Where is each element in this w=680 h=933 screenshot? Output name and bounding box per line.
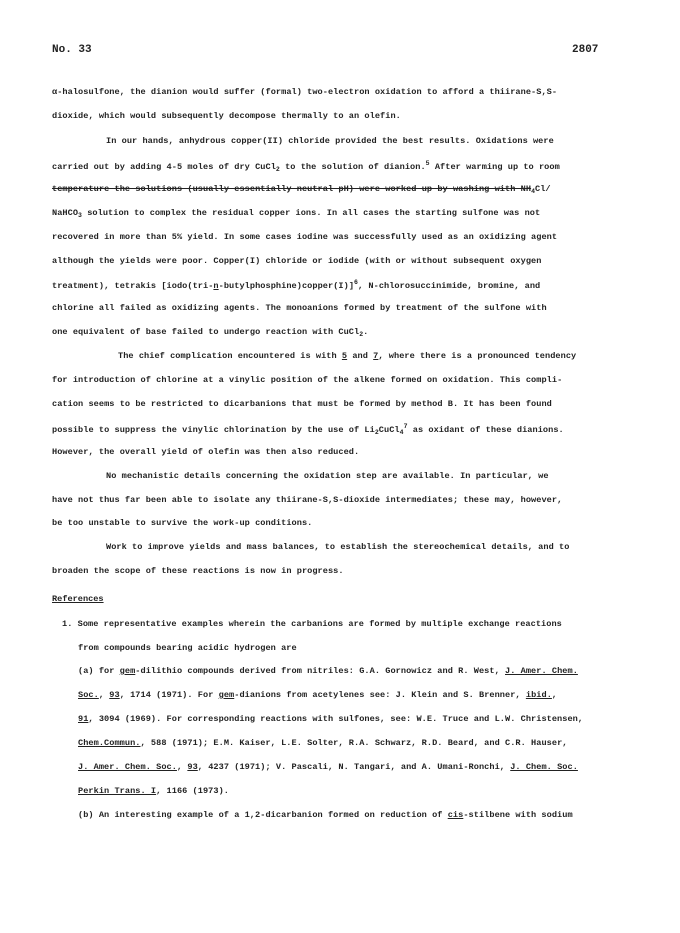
reference-line: 1. Some representative examples wherein the carbanions are formed by multiple exchange reactions — [62, 619, 562, 629]
body-line: treatment), tetrakis [iodo(tri-n-butylphosphine)copper(I)]$^6$, N-chlorosuccinimide, bromine, and — [52, 279, 541, 291]
issue-number: No. 33 — [52, 44, 92, 56]
body-line: for introduction of chlorine at a vinylic position of the alkene formed on oxidation. This compli- — [52, 375, 563, 385]
body-line: temperature the solutions (usually essentially neutral pH) were worked up by washing with $NH_4Cl/$ — [52, 184, 551, 195]
body-line: one equivalent of base failed to undergo reaction with CuCl$_2$. — [52, 327, 369, 338]
reference-line: Perkin Trans. I, 1166 (1973). — [78, 786, 230, 796]
body-line: possible to suppress the vinylic chlorination by the use of $Li_2CuCl_4^7$ as oxidant of these dianions. — [52, 423, 564, 436]
body-line: α-halosulfone, the dianion would suffer (formal) two-electron oxidation to afford a thiirane-S,S- — [52, 87, 558, 97]
reference-line: (a) for gem-dilithio compounds derived from nitriles: G.A. Gornowicz and R. West, J. Amer. Chem. — [78, 666, 578, 676]
body-line: No mechanistic details concerning the oxidation step are available. In particular, we — [106, 471, 549, 481]
reference-line: 91, 3094 (1969). For corresponding reactions with sulfones, see: W.E. Truce and L.W. Christensen, — [78, 714, 584, 724]
references-heading: References — [52, 594, 104, 604]
body-line: be too unstable to survive the work-up conditions. — [52, 518, 313, 528]
reference-line: from compounds bearing acidic hydrogen are — [78, 643, 297, 653]
reference-line: J. Amer. Chem. Soc., 93, 4237 (1971); V. Pascali, N. Tangari, and A. Umani-Ronchi, J. Chem. Soc. — [78, 762, 578, 772]
body-line: The chief complication encountered is with 5 and 7, where there is a pronounced tendency — [118, 351, 577, 361]
body-line: dioxide, which would subsequently decompose thermally to an olefin. — [52, 111, 401, 121]
body-line: broaden the scope of these reactions is now in progress. — [52, 566, 344, 576]
body-line: NaHCO$_3$ solution to complex the residual copper ions. In all cases the starting sulfone was not — [52, 208, 541, 219]
body-line: have not thus far been able to isolate any thiirane-S,S-dioxide intermediates; these may, however, — [52, 495, 563, 505]
body-line: Work to improve yields and mass balances, to establish the stereochemical details, and to — [106, 542, 570, 552]
body-line: In our hands, anhydrous copper(II) chloride provided the best results. Oxidations were — [106, 136, 554, 146]
body-line: However, the overall yield of olefin was then also reduced. — [52, 447, 360, 457]
body-line: chlorine all failed as oxidizing agents. The monoanions formed by treatment of the sulfone with — [52, 303, 547, 313]
reference-line: (b) An interesting example of a 1,2-dicarbanion formed on reduction of cis-stilbene with sodium — [78, 810, 573, 820]
page-number: 2807 — [572, 44, 599, 56]
body-line: cation seems to be restricted to dicarbanions that must be formed by method B. It has been found — [52, 399, 552, 409]
body-line: although the yields were poor. Copper(I) chloride or iodide (with or without subsequent oxygen — [52, 256, 542, 266]
reference-line: Soc., 93, 1714 (1971). For gem-dianions from acetylenes see: J. Klein and S. Brenner, ibid., — [78, 690, 558, 700]
reference-line: Chem.Commun., 588 (1971); E.M. Kaiser, L.E. Solter, R.A. Schwarz, R.D. Beard, and C.R. Hauser, — [78, 738, 568, 748]
body-line: carried out by adding 4-5 moles of dry CuCl$_2$ to the solution of dianion.$^5$ After warming up to room — [52, 160, 560, 173]
body-line: recovered in more than 5% yield. In some cases iodine was successfully used as an oxidizing agent — [52, 232, 558, 242]
